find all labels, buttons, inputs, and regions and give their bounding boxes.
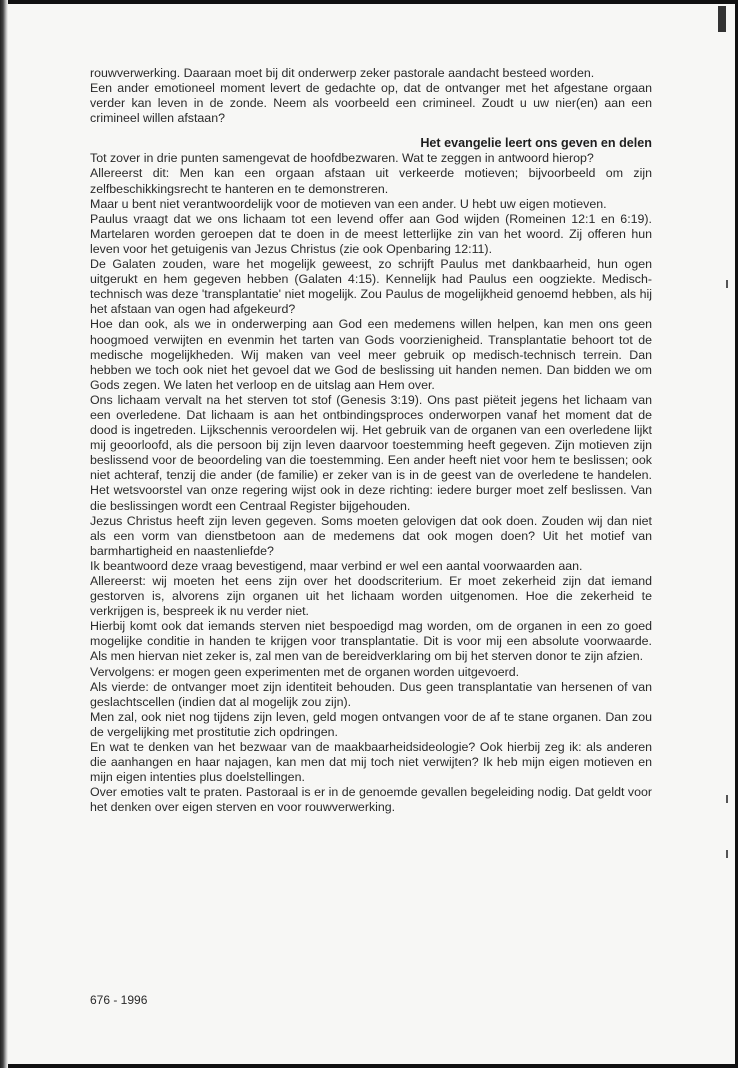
paragraph: En wat te denken van het bezwaar van de maakbaarheidsideologie? Ook hierbij zeg ik: als anderen die aanhangen en haar najagen, kan men dat mij toch niet verwijten? Ik heb mijn eigen motieven en mijn eigen intenties plus doelstellingen.	[90, 740, 652, 785]
paragraph: Tot zover in drie punten samengevat de hoofdbezwaren. Wat te zeggen in antwoord hierop?	[90, 151, 594, 166]
paragraph: Een ander emotioneel moment levert de gedachte op, dat de ontvanger met het afgestane orgaan verder kan leven in de zonde. Neem als voorbeeld een crimineel. Zoudt u uw nier(en) aan een crimineel willen afstaan?	[90, 81, 652, 126]
paragraph: Als vierde: de ontvanger moet zijn identiteit behouden. Dus geen transplantatie van hersenen of van geslachtscellen (indien dat al mogelijk zou zijn).	[90, 679, 652, 709]
margin-mark	[726, 795, 728, 803]
scan-corner-mark	[718, 6, 726, 32]
margin-mark	[726, 280, 728, 288]
paragraph: Ons lichaam vervalt na het sterven tot stof (Genesis 3:19). Ons past piëteit jegens het lichaam van een overledene. Dat lichaam is aan het ontbindingsproces onderworpen vanaf het moment dat de dood is ingetreden. Lijkschennis veroordelen wij. Het gebruik van de organen van een overledene lijkt mij geoorloofd, als die persoon bij zijn leven daarvoor toestemming heeft gegeven. Zijn motieven zijn beslissend voor de beoordeling van die toestemming. Een ander heeft niet voor hem te beslissen; ook niet achteraf, tenzij die ander (de familie) er zeker van is in de geest van de overledene te handelen. Het wetsvoorstel van onze regering wijst ook in deze richting: iedere burger moet zelf beslissen. Van die beslissingen wordt een Centraal Register bijgehouden.	[90, 392, 652, 513]
paragraph: rouwverwerking. Daaraan moet bij dit onderwerp zeker pastorale aandacht besteed worden.	[90, 66, 595, 80]
paragraph: Men zal, ook niet nog tijdens zijn leven, geld mogen ontvangen voor de af te stane organen. Dan zou de vergelijking met prostitutie zich opdringen.	[90, 709, 652, 739]
paragraph: Over emoties valt te praten. Pastoraal is er in de genoemde gevallen begeleiding nodig. Dat geldt voor het denken over eigen sterven en voor rouwverwerking.	[90, 785, 652, 815]
paragraph: Hoe dan ook, als we in onderwerping aan God een medemens willen helpen, kan men ons geen hoogmoed verwijten en evenmin het tarten van Gods voorzienigheid. Transplantatie behoort tot de medische mogelijkheden. Wij maken van veel meer gebruik op medisch-technisch terrein. Dan hebben we toch ook niet het gevoel dat we God de beslissing uit handen nemen. Dan bidden we om Gods zegen. We laten het verloop en de uitslag aan Hem over.	[90, 317, 652, 392]
paragraph: Allereerst dit: Men kan een orgaan afstaan uit verkeerde motieven; bijvoorbeeld om zijn zelfbeschikkingsrecht te hanteren en te demonstreren.	[90, 166, 652, 196]
section-heading: Het evangelie leert ons geven en delen	[420, 136, 652, 151]
paragraph: Vervolgens: er mogen geen experimenten met de organen worden uitgevoerd.	[90, 664, 520, 679]
paragraph: De Galaten zouden, ware het mogelijk geweest, zo schrijft Paulus met dankbaarheid, hun ogen uitgerukt en hem gegeven hebben (Galaten 4:15). Kennelijk had Paulus een oogziekte. Medisch-technisch was deze 'transplantatie' niet mogelijk. Zou Paulus de mogelijkheid genoemd hebben, als hij het afstaan van ogen had afgekeurd?	[90, 257, 652, 317]
paragraph: Ik beantwoord deze vraag bevestigend, maar verbind er wel een aantal voorwaarden aan.	[90, 558, 583, 573]
margin-mark	[726, 850, 728, 858]
scan-border-bottom	[0, 1064, 738, 1068]
article-body	[90, 66, 652, 816]
paragraph: Hierbij komt ook dat iemands sterven niet bespoedigd mag worden, om de organen in een zo goed mogelijke conditie in handen te krijgen voor transplantatie. Dit is voor mij een absolute voorwaarde. Als men hiervan niet zeker is, zal men van de bereidverklaring om bij het sterven donor te zijn afzien.	[90, 619, 652, 664]
paragraph: Maar u bent niet verantwoordelijk voor de motieven van een ander. U hebt uw eigen motieven.	[90, 196, 607, 211]
paragraph: Paulus vraagt dat we ons lichaam tot een levend offer aan God wijden (Romeinen 12:1 en 6:19). Martelaren worden geroepen dat te doen in de meest letterlijke zin van het woord. Zij offeren hun leven voor het getuigenis van Jezus Christus (zie ook Openbaring 12:11).	[90, 211, 652, 256]
scan-border-top	[0, 0, 738, 4]
paragraph: Allereerst: wij moeten het eens zijn over het doodscriterium. Er moet zekerheid zijn dat iemand gestorven is, alvorens zijn organen uit het lichaam worden uitgenomen. Hoe die zekerheid te verkrijgen is, bespreek ik nu verder niet.	[90, 574, 652, 619]
paragraph: Jezus Christus heeft zijn leven gegeven. Soms moeten gelovigen dat ook doen. Zouden wij dan niet als een vorm van dienstbetoon aan de medemens dat ook mogen doen? Uit het motief van barmhartigheid en naastenliefde?	[90, 513, 652, 558]
page-number: 676 - 1996	[90, 993, 148, 1007]
scan-border-left	[0, 0, 8, 1068]
